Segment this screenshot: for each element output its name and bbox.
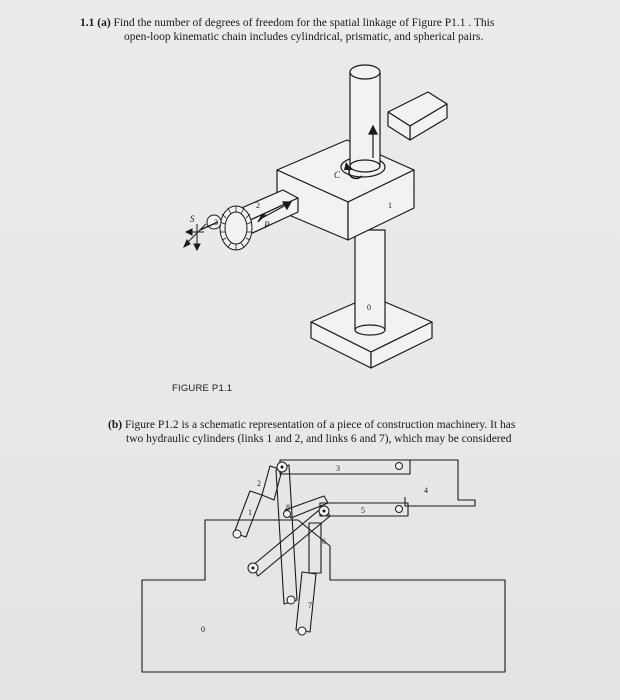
label-fig2-6: 6 [322, 537, 326, 546]
label-0: 0 [367, 303, 371, 312]
link-3-bar [280, 460, 410, 474]
link-8-boom [276, 465, 297, 604]
problem-b-line2: two hydraulic cylinders (links 1 and 2, and links 6 and 7), which may be considered [126, 433, 512, 445]
label-fig2-2: 2 [257, 479, 261, 488]
label-fig2-0: 0 [201, 625, 205, 634]
label-c: C [334, 170, 341, 180]
label-s: S [190, 214, 195, 224]
link-7-rod [296, 572, 316, 632]
label-1: 1 [388, 201, 392, 210]
label-fig2-5: 5 [361, 506, 365, 515]
link-4-bucket [405, 460, 475, 506]
diagonal-arm [252, 506, 330, 576]
problem-number: 1.1 [80, 17, 95, 29]
label-fig2-4: 4 [424, 486, 428, 495]
problem-a-part: (a) [97, 17, 111, 29]
problem-b-part: (b) [108, 419, 123, 431]
problem-b-text1: Figure P1.2 is a schematic representation of a piece of construction machinery. It has [124, 419, 516, 431]
label-2: 2 [256, 201, 260, 210]
figure-p1-1-caption: FIGURE P1.1 [172, 383, 233, 394]
label-p: P [264, 220, 270, 230]
label-fig2-8: 8 [286, 503, 290, 512]
problem-a-text1: Find the number of degrees of freedom for the spatial linkage of Figure P1.1 . This [113, 17, 495, 29]
label-fig2-3: 3 [336, 464, 340, 473]
label-3: 3 [214, 218, 218, 227]
label-fig2-7: 7 [308, 601, 312, 610]
label-fig2-1: 1 [248, 508, 252, 517]
problem-a-line2: open-loop kinematic chain includes cylindrical, prismatic, and spherical pairs. [124, 31, 484, 43]
